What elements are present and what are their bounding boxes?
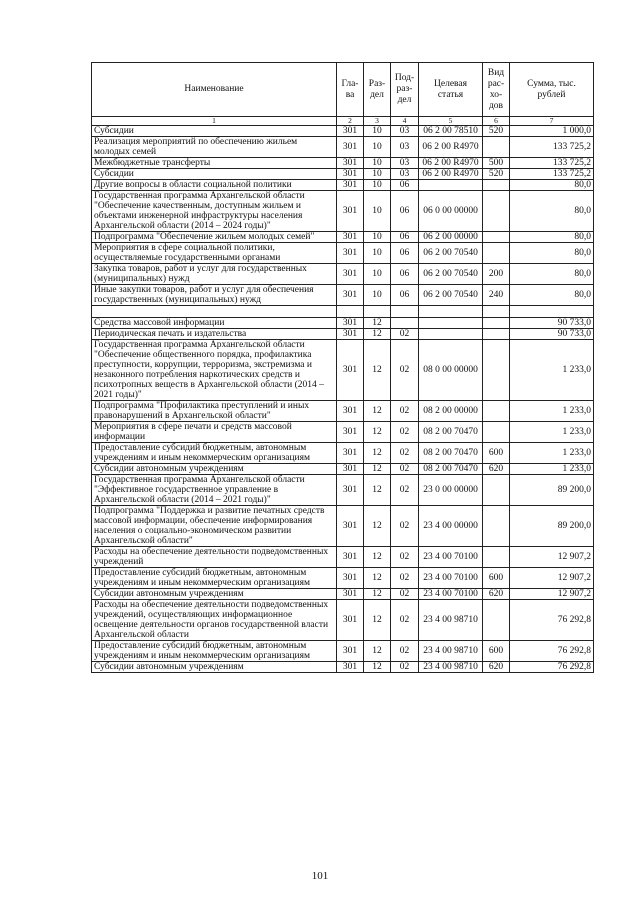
column-number: 3 bbox=[364, 117, 391, 126]
header-name: Наименование bbox=[92, 63, 337, 117]
table-row bbox=[92, 600, 594, 641]
row-section: 12 bbox=[364, 422, 391, 443]
row-chapter: 301 bbox=[337, 126, 364, 137]
row-target bbox=[419, 318, 483, 329]
table-row bbox=[92, 401, 594, 422]
row-subsection: 03 bbox=[391, 158, 419, 169]
table-row bbox=[92, 264, 594, 285]
row-expense-type bbox=[483, 232, 510, 243]
row-amount: 90 733,0 bbox=[510, 318, 594, 329]
row-expense-type: 600 bbox=[483, 568, 510, 589]
row-subsection: 03 bbox=[391, 169, 419, 180]
row-target: 06 0 00 00000 bbox=[419, 191, 483, 232]
row-name: Периодическая печать и издательства bbox=[92, 329, 337, 340]
row-expense-type bbox=[483, 191, 510, 232]
row-chapter: 301 bbox=[337, 169, 364, 180]
row-expense-type bbox=[483, 180, 510, 191]
row-target: 23 4 00 00000 bbox=[419, 506, 483, 547]
row-subsection: 02 bbox=[391, 401, 419, 422]
table-row bbox=[92, 169, 594, 180]
row-section: 12 bbox=[364, 329, 391, 340]
row-amount: 133 725,2 bbox=[510, 137, 594, 158]
table-row bbox=[92, 443, 594, 464]
row-subsection: 06 bbox=[391, 191, 419, 232]
row-amount: 1 233,0 bbox=[510, 443, 594, 464]
row-chapter: 301 bbox=[337, 329, 364, 340]
row-subsection: 02 bbox=[391, 422, 419, 443]
row-target: 06 2 00 00000 bbox=[419, 232, 483, 243]
column-number: 5 bbox=[419, 117, 483, 126]
table-row bbox=[92, 329, 594, 340]
column-number-row bbox=[92, 117, 594, 126]
row-target: 23 0 00 00000 bbox=[419, 475, 483, 506]
row-subsection: 06 bbox=[391, 285, 419, 306]
row-name: Субсидии bbox=[92, 169, 337, 180]
row-subsection: 02 bbox=[391, 662, 419, 673]
row-chapter: 301 bbox=[337, 589, 364, 600]
row-amount: 76 292,8 bbox=[510, 641, 594, 662]
row-name: Межбюджетные трансферты bbox=[92, 158, 337, 169]
row-expense-type bbox=[483, 243, 510, 264]
row-chapter bbox=[337, 306, 364, 318]
row-expense-type: 520 bbox=[483, 126, 510, 137]
row-amount: 1 233,0 bbox=[510, 422, 594, 443]
table-row bbox=[92, 547, 594, 568]
row-chapter: 301 bbox=[337, 191, 364, 232]
column-number: 2 bbox=[337, 117, 364, 126]
row-section: 10 bbox=[364, 232, 391, 243]
row-expense-type bbox=[483, 600, 510, 641]
row-expense-type: 600 bbox=[483, 443, 510, 464]
column-number: 7 bbox=[510, 117, 594, 126]
row-expense-type bbox=[483, 137, 510, 158]
row-target: 06 2 00 78510 bbox=[419, 126, 483, 137]
row-amount: 90 733,0 bbox=[510, 329, 594, 340]
row-subsection: 02 bbox=[391, 568, 419, 589]
row-amount: 80,0 bbox=[510, 180, 594, 191]
row-expense-type bbox=[483, 422, 510, 443]
row-expense-type bbox=[483, 547, 510, 568]
row-expense-type: 500 bbox=[483, 158, 510, 169]
row-section: 10 bbox=[364, 191, 391, 232]
row-subsection: 02 bbox=[391, 464, 419, 475]
row-chapter: 301 bbox=[337, 340, 364, 401]
budget-table bbox=[91, 62, 594, 673]
header-chapter: Гла-ва bbox=[337, 63, 364, 117]
row-subsection: 02 bbox=[391, 329, 419, 340]
row-target: 23 4 00 70100 bbox=[419, 547, 483, 568]
row-name: Предоставление субсидий бюджетным, автономным учреждениям и иным некоммерческим организациям bbox=[92, 641, 337, 662]
header-subsection: Под-раз-дел bbox=[391, 63, 419, 117]
row-chapter: 301 bbox=[337, 600, 364, 641]
row-chapter: 301 bbox=[337, 264, 364, 285]
row-section: 12 bbox=[364, 318, 391, 329]
table-row bbox=[92, 568, 594, 589]
row-section: 12 bbox=[364, 589, 391, 600]
row-chapter: 301 bbox=[337, 568, 364, 589]
row-expense-type: 620 bbox=[483, 464, 510, 475]
header-amount: Сумма, тыс. рублей bbox=[510, 63, 594, 117]
row-chapter: 301 bbox=[337, 180, 364, 191]
row-section: 10 bbox=[364, 243, 391, 264]
row-amount: 76 292,8 bbox=[510, 662, 594, 673]
row-name: Другие вопросы в области социальной политики bbox=[92, 180, 337, 191]
row-subsection: 02 bbox=[391, 340, 419, 401]
row-subsection: 06 bbox=[391, 243, 419, 264]
row-amount: 89 200,0 bbox=[510, 475, 594, 506]
row-target bbox=[419, 306, 483, 318]
row-chapter: 301 bbox=[337, 401, 364, 422]
row-amount: 80,0 bbox=[510, 191, 594, 232]
column-number: 1 bbox=[92, 117, 337, 126]
row-target: 08 2 00 70470 bbox=[419, 422, 483, 443]
row-name: Государственная программа Архангельской области "Обеспечение общественного порядка, профилактика преступности, коррупции, терроризма, экстремизма и незаконного потребления наркотических средств и психотропных веществ в Архангельской области (2014 – 2021 годы)" bbox=[92, 340, 337, 401]
row-name: Субсидии bbox=[92, 126, 337, 137]
row-name: Предоставление субсидий бюджетным, автономным учреждениям и иным некоммерческим организациям bbox=[92, 568, 337, 589]
row-section: 12 bbox=[364, 401, 391, 422]
row-chapter: 301 bbox=[337, 243, 364, 264]
row-section: 12 bbox=[364, 662, 391, 673]
column-number: 6 bbox=[483, 117, 510, 126]
row-section: 12 bbox=[364, 547, 391, 568]
row-amount: 12 907,2 bbox=[510, 589, 594, 600]
row-amount: 1 233,0 bbox=[510, 401, 594, 422]
row-amount: 133 725,2 bbox=[510, 158, 594, 169]
row-target: 23 4 00 98710 bbox=[419, 641, 483, 662]
row-target: 06 2 00 R4970 bbox=[419, 137, 483, 158]
table-row bbox=[92, 158, 594, 169]
row-target: 08 0 00 00000 bbox=[419, 340, 483, 401]
page-number: 101 bbox=[311, 870, 329, 882]
row-section: 10 bbox=[364, 285, 391, 306]
row-name: Мероприятия в сфере социальной политики, осуществляемые государственными органами bbox=[92, 243, 337, 264]
row-chapter: 301 bbox=[337, 547, 364, 568]
table-row bbox=[92, 641, 594, 662]
header-expense-type: Вид рас-хо-дов bbox=[483, 63, 510, 117]
table-row bbox=[92, 340, 594, 401]
row-name: Государственная программа Архангельской области "Эффективное государственное управление в Архангельской области (2014 – 2021 годы)" bbox=[92, 475, 337, 506]
row-section: 10 bbox=[364, 158, 391, 169]
row-amount: 80,0 bbox=[510, 285, 594, 306]
row-expense-type: 620 bbox=[483, 589, 510, 600]
row-section: 10 bbox=[364, 126, 391, 137]
row-amount: 1 000,0 bbox=[510, 126, 594, 137]
row-expense-type: 240 bbox=[483, 285, 510, 306]
row-chapter: 301 bbox=[337, 464, 364, 475]
row-section: 12 bbox=[364, 340, 391, 401]
row-target: 06 2 00 70540 bbox=[419, 264, 483, 285]
table-row bbox=[92, 662, 594, 673]
row-name: Мероприятия в сфере печати и средств массовой информации bbox=[92, 422, 337, 443]
row-amount: 133 725,2 bbox=[510, 169, 594, 180]
row-section: 10 bbox=[364, 169, 391, 180]
row-amount: 80,0 bbox=[510, 264, 594, 285]
row-expense-type bbox=[483, 401, 510, 422]
row-amount: 89 200,0 bbox=[510, 506, 594, 547]
row-amount: 1 233,0 bbox=[510, 340, 594, 401]
row-subsection: 03 bbox=[391, 137, 419, 158]
row-subsection: 02 bbox=[391, 641, 419, 662]
row-subsection: 02 bbox=[391, 600, 419, 641]
row-chapter: 301 bbox=[337, 285, 364, 306]
row-expense-type bbox=[483, 340, 510, 401]
row-subsection bbox=[391, 306, 419, 318]
row-subsection bbox=[391, 318, 419, 329]
row-amount: 12 907,2 bbox=[510, 568, 594, 589]
row-chapter: 301 bbox=[337, 475, 364, 506]
row-chapter: 301 bbox=[337, 422, 364, 443]
row-chapter: 301 bbox=[337, 232, 364, 243]
row-section: 12 bbox=[364, 506, 391, 547]
row-chapter: 301 bbox=[337, 641, 364, 662]
header-row bbox=[92, 63, 594, 117]
column-number: 4 bbox=[391, 117, 419, 126]
row-chapter: 301 bbox=[337, 137, 364, 158]
row-section: 10 bbox=[364, 180, 391, 191]
row-name: Субсидии автономным учреждениям bbox=[92, 464, 337, 475]
row-subsection: 02 bbox=[391, 443, 419, 464]
row-target: 08 2 00 70470 bbox=[419, 443, 483, 464]
table-row bbox=[92, 243, 594, 264]
row-subsection: 06 bbox=[391, 264, 419, 285]
row-target: 06 2 00 70540 bbox=[419, 285, 483, 306]
row-amount: 76 292,8 bbox=[510, 600, 594, 641]
row-expense-type: 600 bbox=[483, 641, 510, 662]
row-section: 10 bbox=[364, 264, 391, 285]
table-row bbox=[92, 285, 594, 306]
row-chapter: 301 bbox=[337, 158, 364, 169]
row-expense-type: 200 bbox=[483, 264, 510, 285]
table-row bbox=[92, 126, 594, 137]
row-target: 06 2 00 R4970 bbox=[419, 169, 483, 180]
row-name: Расходы на обеспечение деятельности подведомственных учреждений bbox=[92, 547, 337, 568]
table-row bbox=[92, 464, 594, 475]
row-name: Государственная программа Архангельской области "Обеспечение качественным, доступным жильем и объектами инженерной инфраструктуры населения Архангельской области (2014 – 2024 годы)" bbox=[92, 191, 337, 232]
row-name: Реализация мероприятий по обеспечению жильем молодых семей bbox=[92, 137, 337, 158]
row-subsection: 02 bbox=[391, 506, 419, 547]
row-amount: 80,0 bbox=[510, 232, 594, 243]
row-amount: 1 233,0 bbox=[510, 464, 594, 475]
row-subsection: 06 bbox=[391, 232, 419, 243]
row-target bbox=[419, 180, 483, 191]
row-section: 12 bbox=[364, 443, 391, 464]
row-name: Субсидии автономным учреждениям bbox=[92, 662, 337, 673]
row-expense-type: 620 bbox=[483, 662, 510, 673]
row-name: Расходы на обеспечение деятельности подведомственных учреждений, осуществляющих информационное освещение деятельности органов государственной власти Архангельской области bbox=[92, 600, 337, 641]
row-chapter: 301 bbox=[337, 443, 364, 464]
row-section: 12 bbox=[364, 568, 391, 589]
row-target: 08 2 00 70470 bbox=[419, 464, 483, 475]
table-row bbox=[92, 589, 594, 600]
row-target bbox=[419, 329, 483, 340]
row-subsection: 03 bbox=[391, 126, 419, 137]
row-chapter: 301 bbox=[337, 662, 364, 673]
row-target: 23 4 00 70100 bbox=[419, 568, 483, 589]
row-amount: 80,0 bbox=[510, 243, 594, 264]
row-section: 12 bbox=[364, 475, 391, 506]
header-target: Целевая статья bbox=[419, 63, 483, 117]
table-row bbox=[92, 191, 594, 232]
row-name: Подпрограмма "Профилактика преступлений и иных правонарушений в Архангельской области" bbox=[92, 401, 337, 422]
row-chapter: 301 bbox=[337, 506, 364, 547]
header-section: Раз-дел bbox=[364, 63, 391, 117]
row-expense-type bbox=[483, 506, 510, 547]
table-row bbox=[92, 318, 594, 329]
row-subsection: 02 bbox=[391, 475, 419, 506]
row-section bbox=[364, 306, 391, 318]
row-target: 08 2 00 00000 bbox=[419, 401, 483, 422]
row-amount: 12 907,2 bbox=[510, 547, 594, 568]
row-name: Субсидии автономным учреждениям bbox=[92, 589, 337, 600]
table-row bbox=[92, 306, 594, 318]
row-name: Средства массовой информации bbox=[92, 318, 337, 329]
table-body bbox=[92, 126, 594, 673]
row-name: Закупка товаров, работ и услуг для государственных (муниципальных) нужд bbox=[92, 264, 337, 285]
row-expense-type bbox=[483, 475, 510, 506]
row-target: 06 2 00 70540 bbox=[419, 243, 483, 264]
row-section: 12 bbox=[364, 600, 391, 641]
table-row bbox=[92, 475, 594, 506]
row-name: Предоставление субсидий бюджетным, автономным учреждениям и иным некоммерческим организациям bbox=[92, 443, 337, 464]
row-target: 23 4 00 98710 bbox=[419, 662, 483, 673]
row-amount bbox=[510, 306, 594, 318]
row-chapter: 301 bbox=[337, 318, 364, 329]
row-section: 12 bbox=[364, 464, 391, 475]
table-row bbox=[92, 422, 594, 443]
table-row bbox=[92, 137, 594, 158]
table-row bbox=[92, 180, 594, 191]
row-expense-type: 520 bbox=[483, 169, 510, 180]
table-row bbox=[92, 506, 594, 547]
row-expense-type bbox=[483, 318, 510, 329]
row-name: Подпрограмма "Поддержка и развитие печатных средств массовой информации, обеспечение информирования населения о социально-экономическом развитии Архангельской области" bbox=[92, 506, 337, 547]
row-target: 23 4 00 70100 bbox=[419, 589, 483, 600]
row-name bbox=[92, 306, 337, 318]
row-name: Иные закупки товаров, работ и услуг для обеспечения государственных (муниципальных) нужд bbox=[92, 285, 337, 306]
row-section: 10 bbox=[364, 137, 391, 158]
table-row bbox=[92, 232, 594, 243]
row-expense-type bbox=[483, 329, 510, 340]
row-section: 12 bbox=[364, 641, 391, 662]
row-target: 06 2 00 R4970 bbox=[419, 158, 483, 169]
row-name: Подпрограмма "Обеспечение жильем молодых семей" bbox=[92, 232, 337, 243]
row-expense-type bbox=[483, 306, 510, 318]
row-subsection: 06 bbox=[391, 180, 419, 191]
row-subsection: 02 bbox=[391, 547, 419, 568]
row-target: 23 4 00 98710 bbox=[419, 600, 483, 641]
row-subsection: 02 bbox=[391, 589, 419, 600]
